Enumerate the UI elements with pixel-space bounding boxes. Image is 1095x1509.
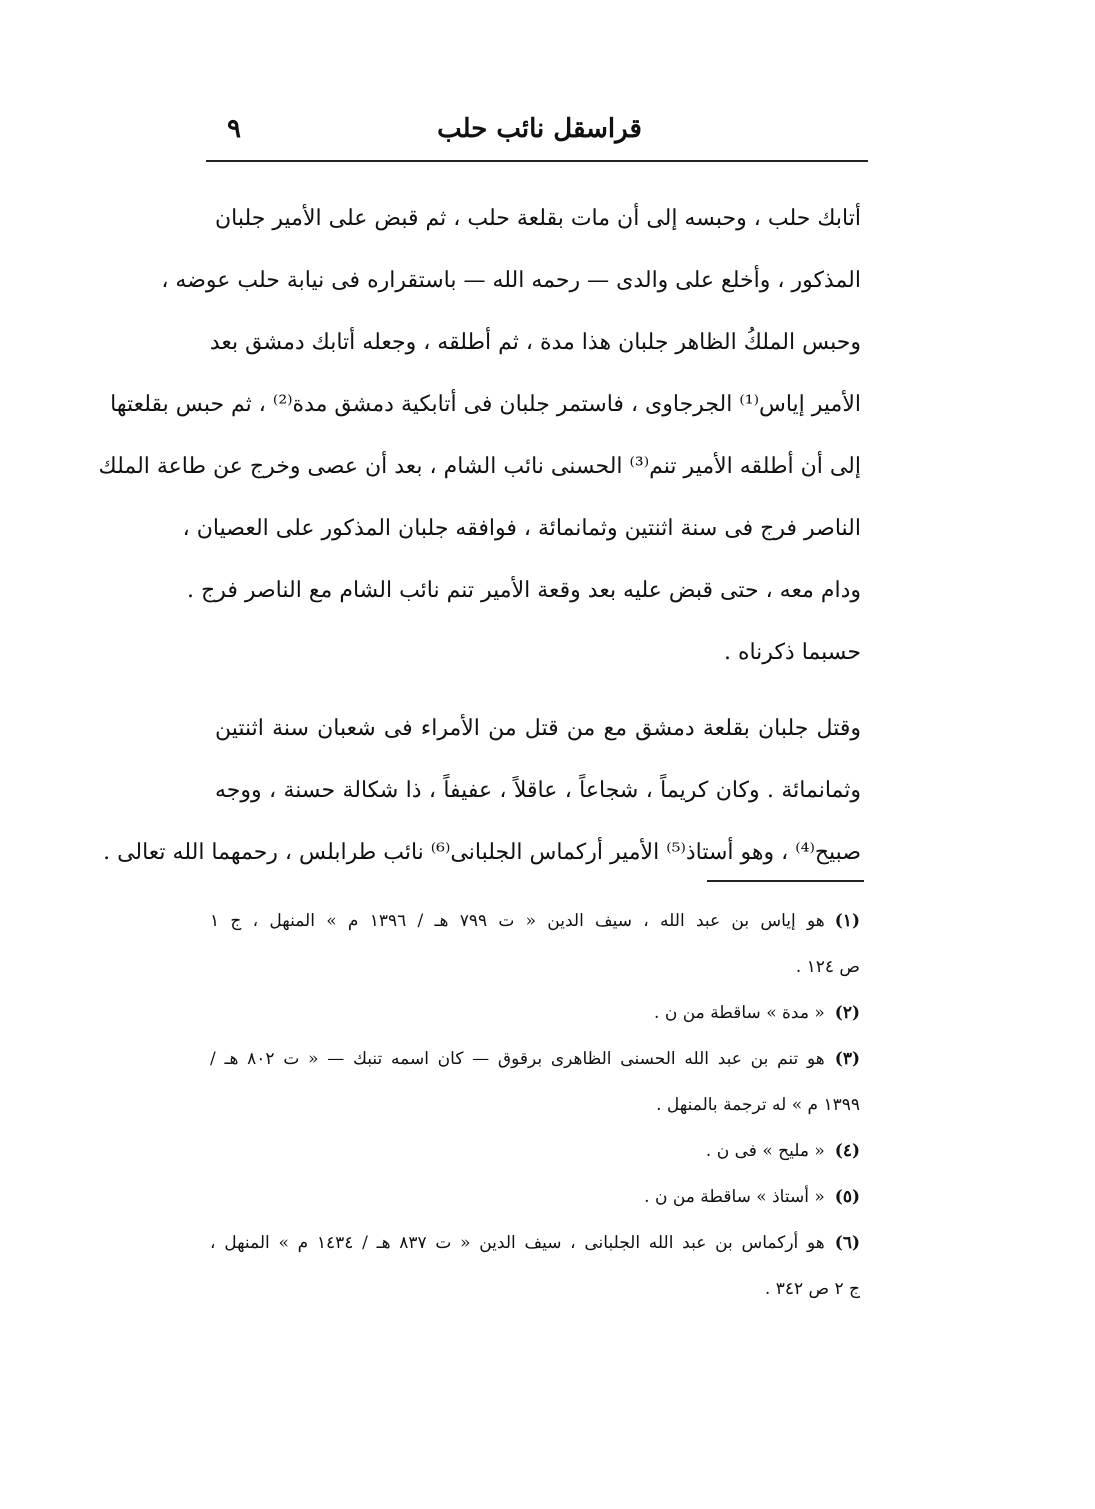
footnote-line bbox=[210, 1128, 860, 1174]
text-line: وقتل جلبان بقلعة دمشق مع من قتل من الأمراء فى شعبان سنة اثنتين bbox=[215, 716, 861, 741]
footnote bbox=[210, 898, 860, 990]
footnote bbox=[210, 1220, 860, 1312]
text-line: حسبما ذكرناه . bbox=[723, 640, 861, 665]
footnote-number: (٢) bbox=[834, 1003, 860, 1023]
page-header bbox=[212, 112, 867, 158]
paragraph bbox=[103, 698, 861, 884]
text-line: وحبس الملكُ الظاهر جلبان هذا مدة ، ثم أطلقه ، وجعله أتابك دمشق بعد bbox=[209, 330, 861, 355]
footnote-line: ج ٢ ص ٣٤٢ . bbox=[764, 1279, 860, 1299]
text-line: الأمير إياس⁽¹⁾ الجرجاوى ، فاستمر جلبان فى أتابكية دمشق مدة⁽²⁾ ، ثم حبس بقلعتها bbox=[110, 392, 861, 417]
footnote bbox=[210, 1128, 860, 1174]
footnotes bbox=[210, 898, 860, 1312]
text-line: أتابك حلب ، وحبسه إلى أن مات بقلعة حلب ، ثم قبض على الأمير جلبان bbox=[215, 206, 861, 231]
footnote-text: هو إياس بن عبد الله ، سيف الدين « ت ٧٩٩ هـ / ١٣٩٦ م » المنهل ، ج ١ bbox=[210, 911, 825, 931]
footnote-number: (١) bbox=[834, 911, 860, 931]
footnote-number: (٣) bbox=[834, 1049, 860, 1069]
footnote-line bbox=[210, 1220, 860, 1266]
paragraph bbox=[98, 188, 861, 684]
running-title: قراسقل نائب حلب bbox=[437, 114, 642, 144]
footnote-rule bbox=[707, 880, 864, 882]
text-line: وثمانمائة . وكان كريماً ، شجاعاً ، عاقلاً ، عفيفاً ، ذا شكالة حسنة ، ووجه bbox=[215, 778, 861, 803]
footnote-line bbox=[210, 1174, 860, 1220]
footnote-line bbox=[210, 990, 860, 1036]
footnote-number: (٥) bbox=[834, 1187, 860, 1207]
main-text bbox=[98, 188, 861, 884]
footnote-line bbox=[210, 1036, 860, 1082]
footnote-line: ص ١٢٤ . bbox=[795, 957, 860, 977]
footnote-text: « مدة » ساقطة من ن . bbox=[654, 1003, 825, 1023]
footnote-line bbox=[210, 898, 860, 944]
footnote bbox=[210, 990, 860, 1036]
text-line: الناصر فرج فى سنة اثنتين وثمانمائة ، فوافقه جلبان المذكور على العصيان ، bbox=[182, 516, 861, 541]
header-rule bbox=[206, 160, 868, 162]
footnote-number: (٤) bbox=[834, 1141, 860, 1161]
footnote-line: ١٣٩٩ م » له ترجمة بالمنهل . bbox=[656, 1095, 860, 1115]
footnote bbox=[210, 1036, 860, 1128]
text-line: إلى أن أطلقه الأمير تنم⁽³⁾ الحسنى نائب الشام ، بعد أن عصى وخرج عن طاعة الملك bbox=[98, 454, 861, 479]
footnote-text: « مليح » فى ن . bbox=[705, 1141, 825, 1161]
text-line: صبيح⁽⁴⁾ ، وهو أستاذ⁽⁵⁾ الأمير أركماس الجلبانى⁽⁶⁾ نائب طرابلس ، رحمهما الله تعالى . bbox=[103, 840, 861, 865]
footnote-text: هو أركماس بن عبد الله الجلبانى ، سيف الدين « ت ٨٣٧ هـ / ١٤٣٤ م » المنهل ، bbox=[210, 1233, 825, 1253]
footnote-text: « أستاذ » ساقطة من ن . bbox=[644, 1187, 825, 1207]
page-number: ٩ bbox=[227, 114, 241, 144]
text-line: ودام معه ، حتى قبض عليه بعد وقعة الأمير تنم نائب الشام مع الناصر فرج . bbox=[187, 578, 861, 603]
footnote-number: (٦) bbox=[834, 1233, 860, 1253]
text-line: المذكور ، وأخلع على والدى — رحمه الله — باستقراره فى نيابة حلب عوضه ، bbox=[161, 268, 861, 293]
footnote-text: هو تنم بن عبد الله الحسنى الظاهرى برقوق — كان اسمه تنبك — « ت ٨٠٢ هـ / bbox=[210, 1049, 825, 1069]
footnote bbox=[210, 1174, 860, 1220]
